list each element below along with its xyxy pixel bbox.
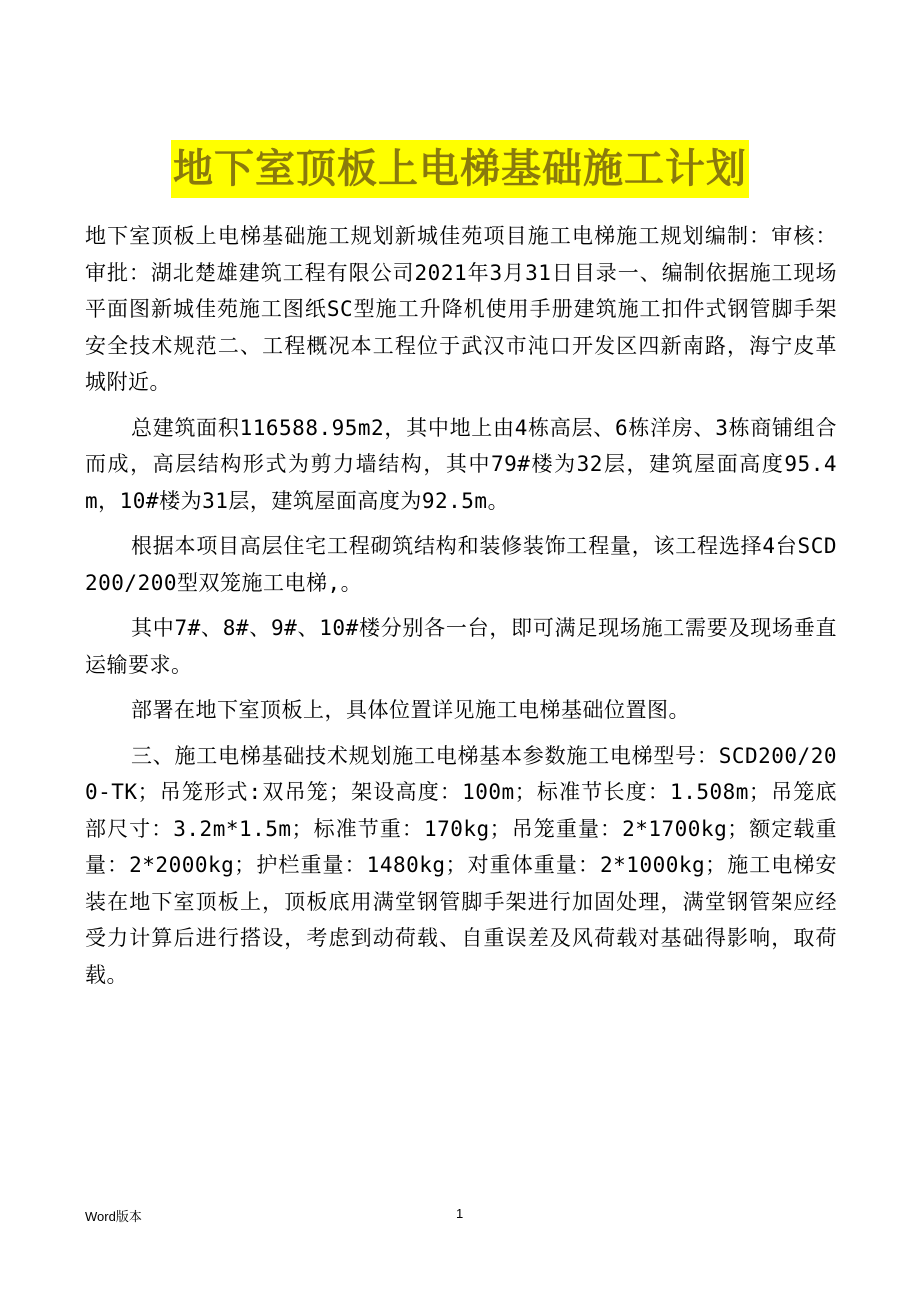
document-body [85, 218, 837, 1002]
paragraph-intro: 地下室顶板上电梯基础施工规划新城佳苑项目施工电梯施工规划编制：审核：审批：湖北楚雄建筑工程有限公司2021年3月31日目录一、编制依据施工现场平面图新城佳苑施工图纸SC型施工升降机使用手册建筑施工扣件式钢管脚手架安全技术规范二、工程概况本工程位于武汉市沌口开发区四新南路，海宁皮革城附近。 [85, 224, 837, 394]
paragraph-building-assignment: 其中7#、8#、9#、10#楼分别各一台，即可满足现场施工需要及现场垂直运输要求。 [85, 616, 837, 677]
page-title-text: 地下室顶板上电梯基础施工计划 [171, 140, 749, 198]
paragraph-deployment: 部署在地下室顶板上，具体位置详见施工电梯基础位置图。 [131, 698, 690, 722]
page-title [0, 140, 920, 198]
paragraph-elevator-selection: 根据本项目高层住宅工程砌筑结构和装修装饰工程量，该工程选择4台SCD200/200型双笼施工电梯,。 [85, 534, 837, 595]
paragraph-area: 总建筑面积116588.95m2，其中地上由4栋高层、6栋洋房、3栋商铺组合而成，高层结构形式为剪力墙结构，其中79#楼为32层，建筑屋面高度95.4m，10#楼为31层，建筑屋面高度为92.5m。 [85, 415, 837, 513]
page-number: 1 [456, 1206, 464, 1221]
paragraph-technical-parameters: 三、施工电梯基础技术规划施工电梯基本参数施工电梯型号：SCD200/200-TK；吊笼形式:双吊笼；架设高度：100m；标准节长度：1.508m；吊笼底部尺寸：3.2m*1.5m；标准节重：170kg；吊笼重量：2*1700kg；额定载重量：2*2000kg；护栏重量：1480kg；对重体重量：2*1000kg；施工电梯安装在地下室顶板上，顶板底用满堂钢管脚手架进行加固处理，满堂钢管架应经受力计算后进行搭设，考虑到动荷载、自重误差及风荷载对基础得影响，取荷载。 [85, 743, 837, 987]
footer-label: Word版本 [85, 1209, 142, 1224]
